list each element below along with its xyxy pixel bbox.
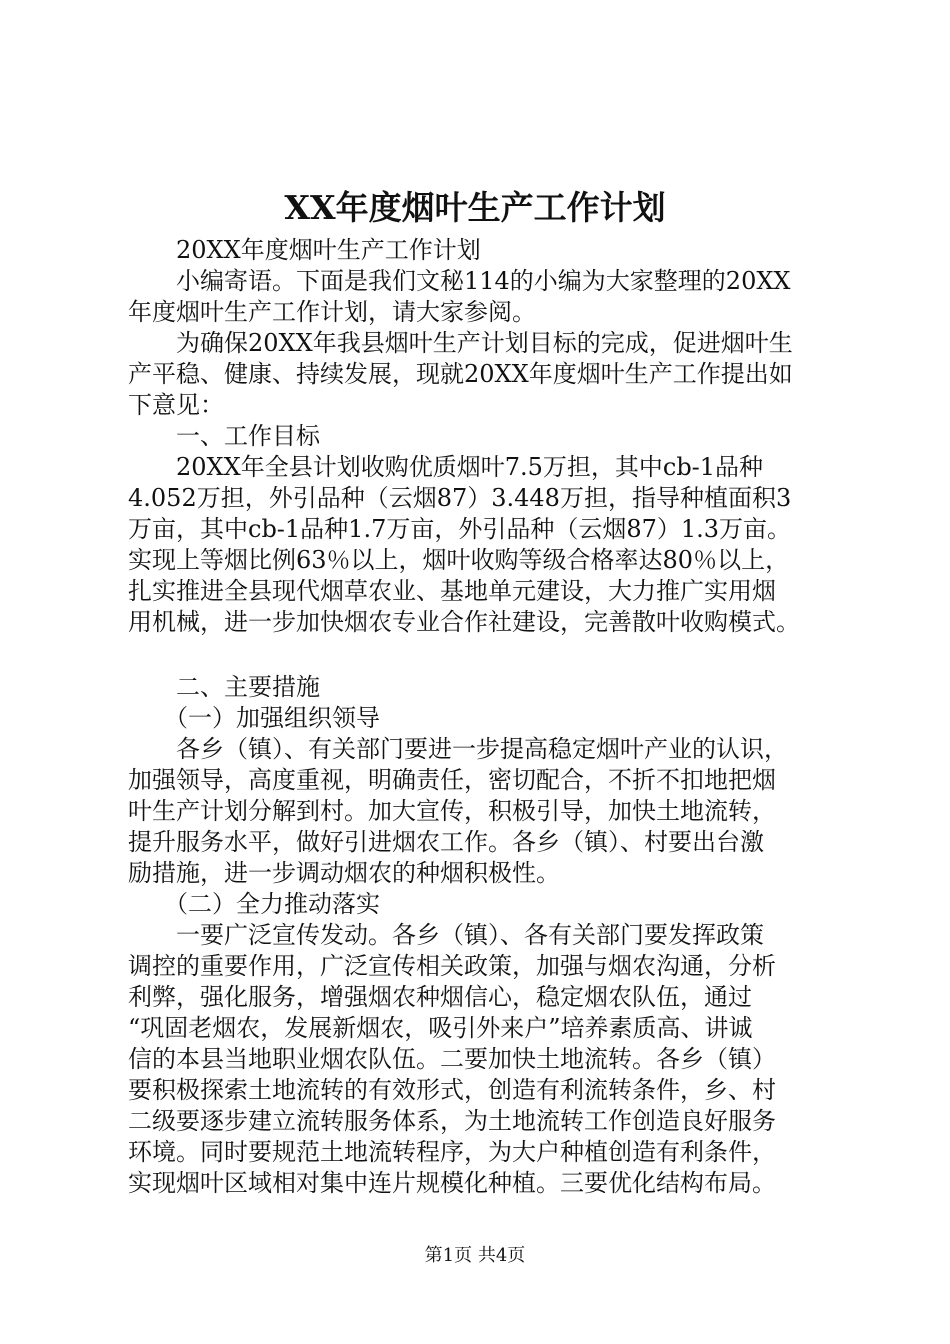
body-line: 20XX年度烟叶生产工作计划 [128,236,481,264]
body-line: 调控的重要作用，广泛宣传相关政策，加强与烟农沟通，分析 [128,952,776,980]
subsection-heading: （一）加强组织领导 [128,704,380,732]
body-line: 实现上等烟比例63％以上，烟叶收购等级合格率达80％以上， [128,546,790,574]
document-body [128,235,850,1199]
body-line: 各乡（镇）、有关部门要进一步提高稳定烟叶产业的认识， [128,735,788,763]
body-line: 20XX年全县计划收购优质烟叶7.5万担，其中cb-1品种 [128,453,764,481]
body-line: 扎实推进全县现代烟草农业、基地单元建设，大力推广实用烟 [128,577,776,605]
body-line: 产平稳、健康、持续发展，现就20XX年度烟叶生产工作提出如 [128,360,793,388]
body-line: 二级要逐步建立流转服务体系，为土地流转工作创造良好服务 [128,1107,776,1135]
body-line: 小编寄语。下面是我们文秘114的小编为大家整理的20XX [128,267,791,295]
section-heading: 一、工作目标 [128,422,320,450]
blank-line [128,638,850,672]
body-line: 加强领导，高度重视，明确责任，密切配合，不折不扣地把烟 [128,766,776,794]
subsection-heading: （二）全力推动落实 [128,890,380,918]
page-footer: 第1页 共4页 [424,1245,526,1266]
body-line: 提升服务水平，做好引进烟农工作。各乡（镇）、村要出台激 [128,828,764,856]
body-line: 实现烟叶区域相对集中连片规模化种植。三要优化结构布局。 [128,1169,776,1197]
body-line: 环境。同时要规范土地流转程序，为大户种植创造有利条件， [128,1138,776,1166]
body-line: “巩固老烟农，发展新烟农，吸引外来户”培养素质高、讲诚 [128,1014,753,1042]
body-line: 4.052万担，外引品种（云烟87）3.448万担，指导种植面积3 [128,484,792,512]
body-line: 要积极探索土地流转的有效形式，创造有利流转条件，乡、村 [128,1076,776,1104]
body-line: 万亩，其中cb-1品种1.7万亩，外引品种（云烟87）1.3万亩。 [128,515,792,543]
body-line: 信的本县当地职业烟农队伍。二要加快土地流转。各乡（镇） [128,1045,776,1073]
body-line: 一要广泛宣传发动。各乡（镇）、各有关部门要发挥政策 [128,921,764,949]
body-line: 年度烟叶生产工作计划，请大家参阅。 [128,298,536,326]
body-line: 用机械，进一步加快烟农专业合作社建设，完善散叶收购模式。 [128,608,800,636]
body-line: 励措施，进一步调动烟农的种烟积极性。 [128,859,560,887]
body-line: 利弊，强化服务，增强烟农种烟信心，稳定烟农队伍，通过 [128,983,752,1011]
body-line: 下意见： [128,391,224,419]
document-title: XX年度烟叶生产工作计划 [284,188,666,227]
section-heading: 二、主要措施 [128,673,320,701]
body-line: 为确保20XX年我县烟叶生产计划目标的完成，促进烟叶生 [128,329,793,357]
body-line: 叶生产计划分解到村。加大宣传，积极引导，加快土地流转， [128,797,776,825]
